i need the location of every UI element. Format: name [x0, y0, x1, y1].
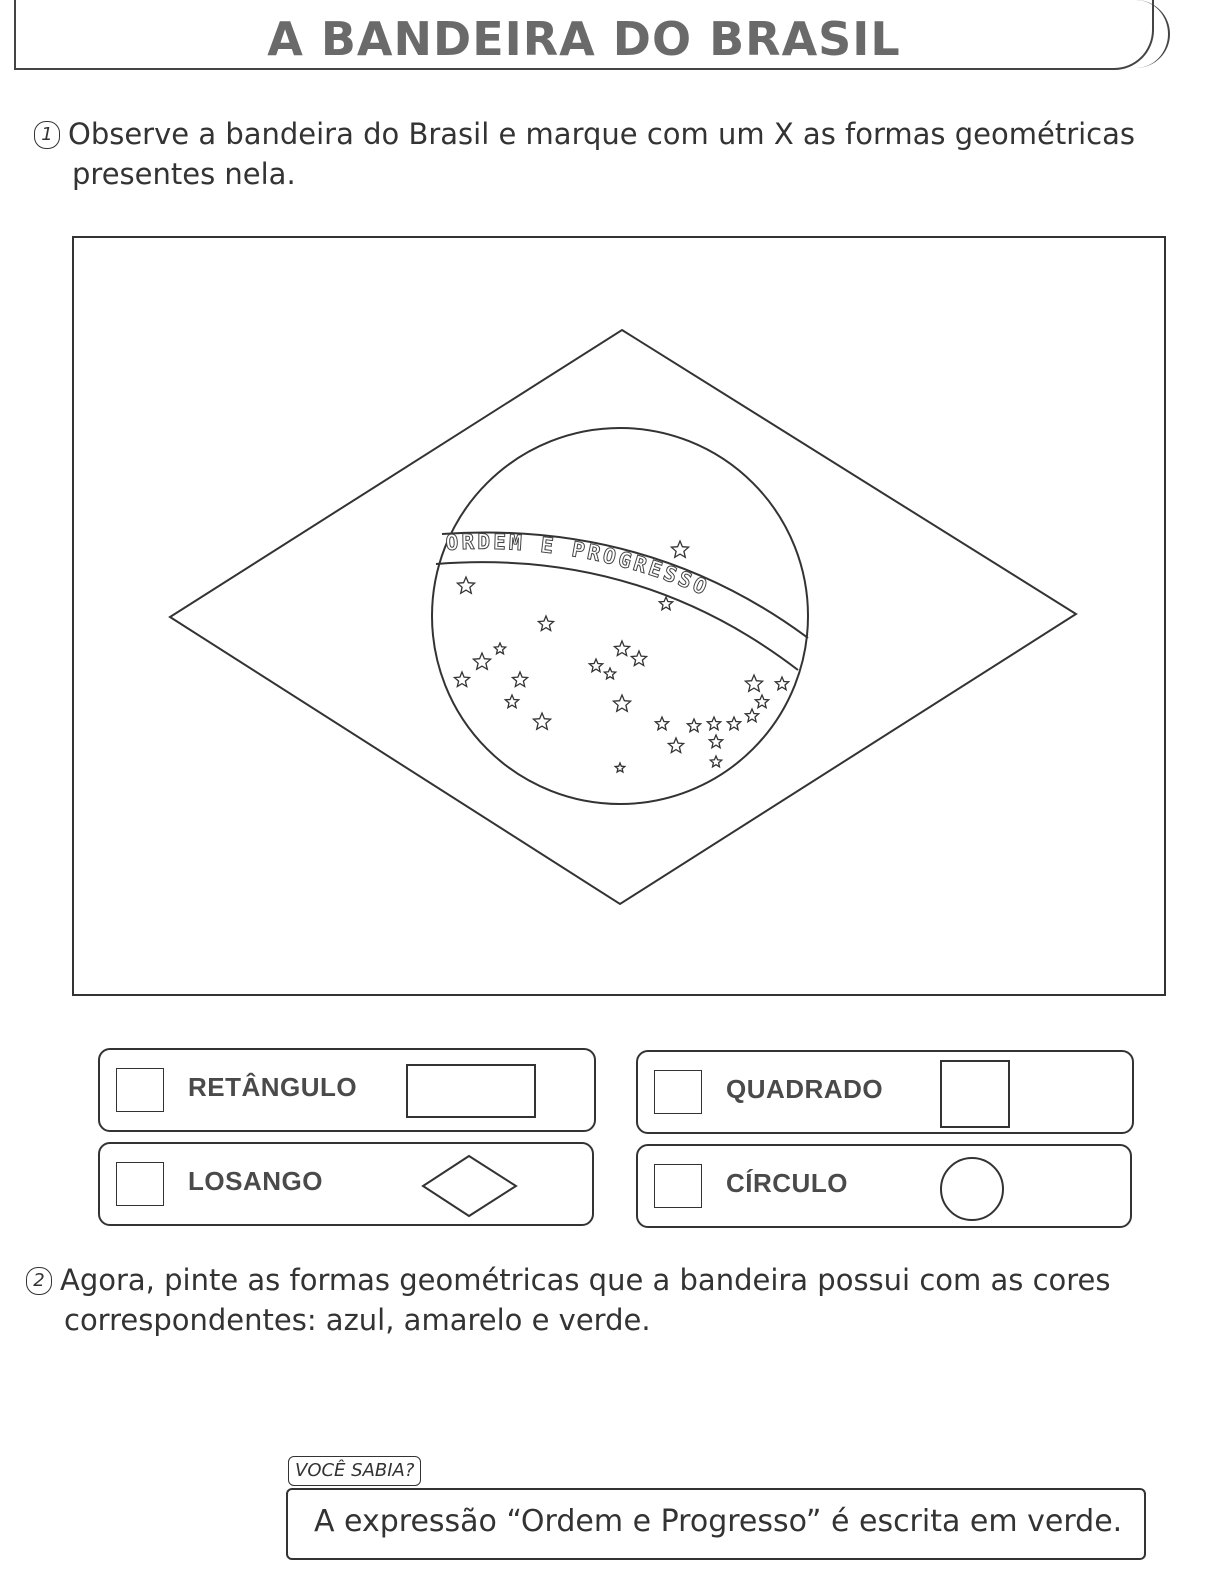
question-1-line-2: presentes nela. [72, 157, 296, 191]
star-icon [727, 717, 740, 730]
star-icon [457, 577, 474, 593]
question-1-line-1: Observe a bandeira do Brasil e marque com um X as formas geométricas [68, 117, 1135, 151]
option-quadrado [636, 1050, 1134, 1134]
star-icon [589, 659, 602, 672]
star-icon [671, 541, 688, 557]
star-icon [745, 675, 762, 691]
star-icon [615, 763, 625, 772]
page-title: A BANDEIRA DO BRASIL [267, 12, 901, 66]
question-2-line-2: correspondentes: azul, amarelo e verde. [64, 1303, 651, 1337]
star-icon [655, 717, 668, 730]
star-icon [687, 719, 700, 732]
question-2 [26, 1260, 1176, 1340]
rhombus-icon [420, 1154, 520, 1218]
checkbox-quadrado[interactable] [654, 1070, 702, 1114]
question-2-number: 2 [26, 1267, 52, 1295]
checkbox-circulo[interactable] [654, 1164, 702, 1208]
checkbox-losango[interactable] [116, 1162, 164, 1206]
question-1-number: 1 [34, 121, 60, 149]
star-icon [710, 756, 721, 767]
star-icon [613, 695, 630, 711]
option-circulo [636, 1144, 1132, 1228]
star-icon [454, 672, 469, 687]
star-icon [505, 695, 518, 708]
title-banner [14, 0, 1154, 70]
square-icon [940, 1060, 1012, 1130]
question-2-line-1: Agora, pinte as formas geométricas que a bandeira possui com as cores [60, 1263, 1111, 1297]
rectangle-icon [406, 1064, 538, 1120]
voce-sabia-text: A expressão “Ordem e Progresso” é escrita em verde. [314, 1504, 1123, 1539]
motto-band-bottom [436, 562, 798, 670]
star-icon [494, 643, 505, 654]
motto-text: ORDEM E PROGRESSO [445, 529, 713, 601]
question-1 [34, 114, 1184, 194]
voce-sabia-box [286, 1488, 1146, 1560]
flag-rhombus [170, 330, 1076, 904]
star-icon [775, 677, 788, 690]
star-icon [533, 713, 550, 729]
label-quadrado: QUADRADO [726, 1074, 884, 1104]
star-icon [614, 641, 629, 656]
star-icon [604, 668, 615, 679]
star-icon [745, 709, 758, 722]
option-retangulo [98, 1048, 596, 1132]
option-losango [98, 1142, 594, 1226]
star-icon [473, 653, 490, 669]
star-icon [709, 735, 722, 748]
star-icon [755, 695, 768, 708]
star-icon [707, 717, 720, 730]
star-icon [512, 672, 527, 687]
star-icon [631, 651, 646, 666]
flag-stars [454, 541, 788, 772]
label-losango: LOSANGO [188, 1166, 323, 1196]
checkbox-retangulo[interactable] [116, 1068, 164, 1112]
flag-rectangle [72, 236, 1166, 996]
circle-icon [938, 1156, 1006, 1222]
star-icon [659, 597, 672, 610]
label-circulo: CÍRCULO [726, 1168, 848, 1198]
voce-sabia-tag: VOCÊ SABIA? [288, 1456, 421, 1486]
flag-drawing [74, 238, 1164, 994]
star-icon [668, 738, 683, 753]
flag-circle [432, 428, 808, 804]
label-retangulo: RETÂNGULO [188, 1072, 358, 1102]
star-icon [538, 616, 553, 631]
